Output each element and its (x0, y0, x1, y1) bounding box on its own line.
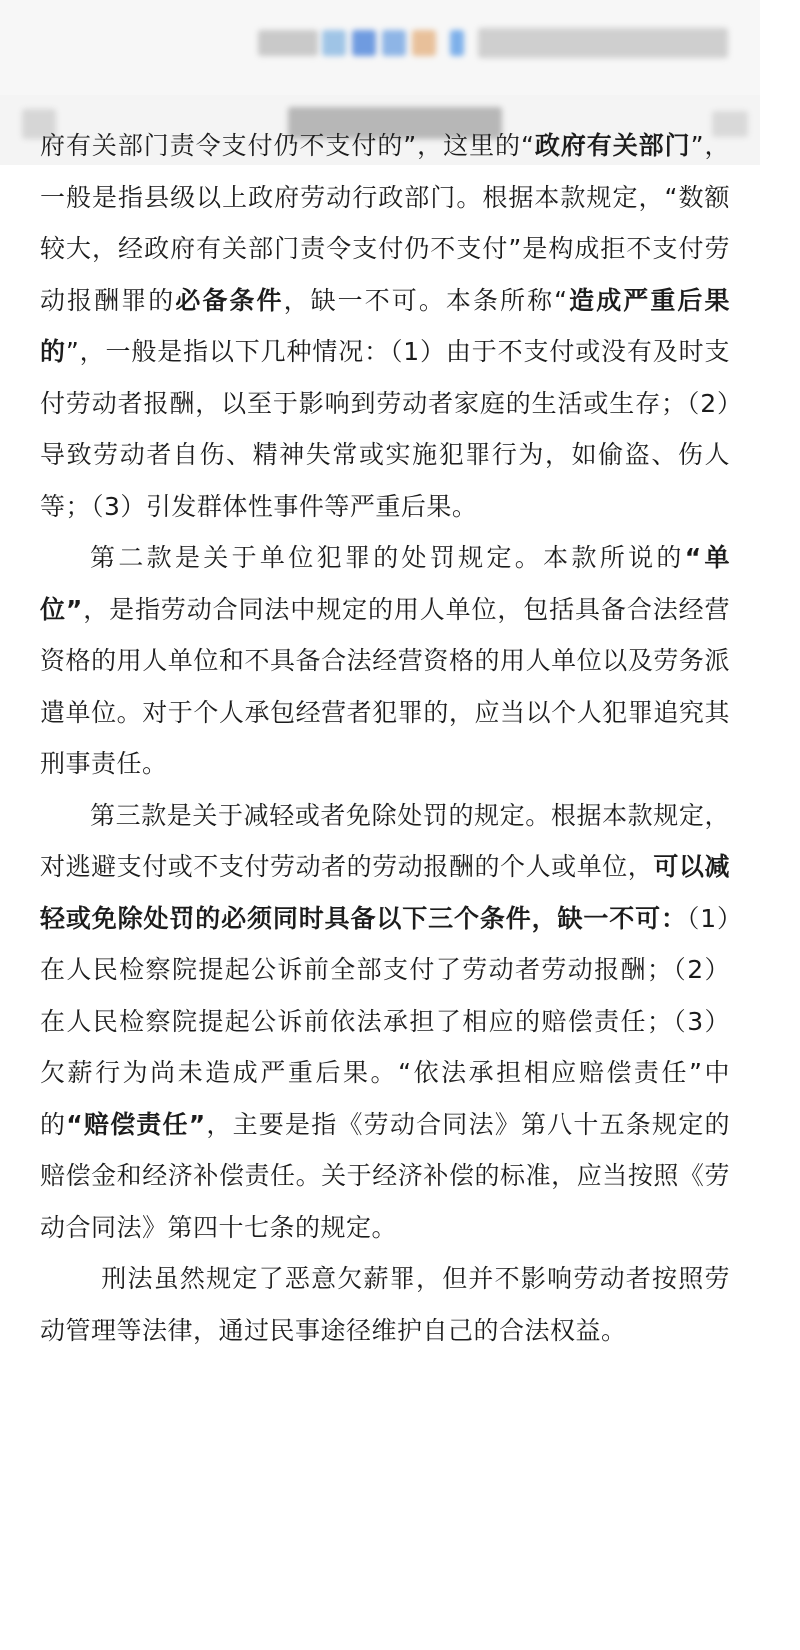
text-segment: ”，这里的“ (403, 131, 535, 160)
text-segment: ”，一般是指县级以上政府劳动行政部门。根据本款规定，“数额较大，经政府有关部门责令支付仍不支付”是构成拒不支付劳动报酬罪的 (40, 131, 730, 315)
bold-text-segment: 可以减轻或免除处罚的必须同时具备以下三个条件，缺一不可： (40, 852, 730, 933)
status-bar-blurred (0, 0, 760, 95)
paragraph (40, 120, 730, 532)
paragraph (40, 1253, 730, 1356)
text-segment: （1）在人民检察院提起公诉前全部支付了劳动者劳动报酬；（2）在人民检察院提起公诉前依法承担了相应的赔偿责任；（3）欠薪行为尚未造成严重后果。“依法承担相应赔偿责任”中的 (40, 903, 730, 1139)
status-bar-blur-block (478, 28, 728, 58)
bold-text-segment: “单位” (40, 543, 730, 624)
bold-text-segment: 政府有关部门 (534, 131, 691, 160)
header-fade (0, 165, 760, 177)
status-bar-blur-block (412, 30, 436, 56)
status-bar-blur-block (258, 30, 318, 56)
text-segment: 第三款是关于减轻或者免除处罚的规定。根据本款规定，对逃避支付或不支付劳动者的劳动报酬的个人或单位， (40, 800, 730, 881)
status-bar-blur-block (382, 30, 406, 56)
text-segment: ，是指劳动合同法中规定的用人单位，包括具备合法经营资格的用人单位和不具备合法经营资格的用人单位以及劳务派遣单位。对于个人承包经营者犯罪的，应当以个人犯罪追究其刑事责任。 (40, 594, 730, 778)
text-segment: ，缺一不可。本条所称“ (283, 285, 568, 315)
bold-text-segment: 必备条件 (175, 285, 284, 315)
text-segment: 府有关部门责令支付仍不支付的 (40, 131, 404, 160)
text-segment: 刑法虽然规定了恶意欠薪罪，但并不影响劳动者按照劳动管理等法律，通过民事途径维护自己的合法权益。 (40, 1264, 730, 1345)
paragraph (40, 790, 730, 1254)
text-segment: 第二款是关于单位犯罪的处罚规定。本款所说的 (90, 543, 685, 572)
status-bar-blur-block (450, 30, 464, 56)
bold-text-segment: 造成严重后果的 (40, 285, 730, 366)
paragraph (40, 532, 730, 790)
bold-text-segment: “赔偿责任” (66, 1109, 206, 1139)
status-bar-blur-block (322, 30, 346, 56)
text-segment: ，主要是指《劳动合同法》第八十五条规定的赔偿金和经济补偿责任。关于经济补偿的标准，应当按照《劳动合同法》第四十七条的规定。 (40, 1109, 730, 1242)
article-body (40, 120, 730, 1356)
status-bar-blur-block (352, 30, 376, 56)
text-segment: ”，一般是指以下几种情况：（1）由于不支付或没有及时支付劳动者报酬，以至于影响到劳动者家庭的生活或生存；（2）导致劳动者自伤、精神失常或实施犯罪行为，如偷盗、伤人等；（3）引发群体性事件等严重后果。 (40, 337, 730, 521)
